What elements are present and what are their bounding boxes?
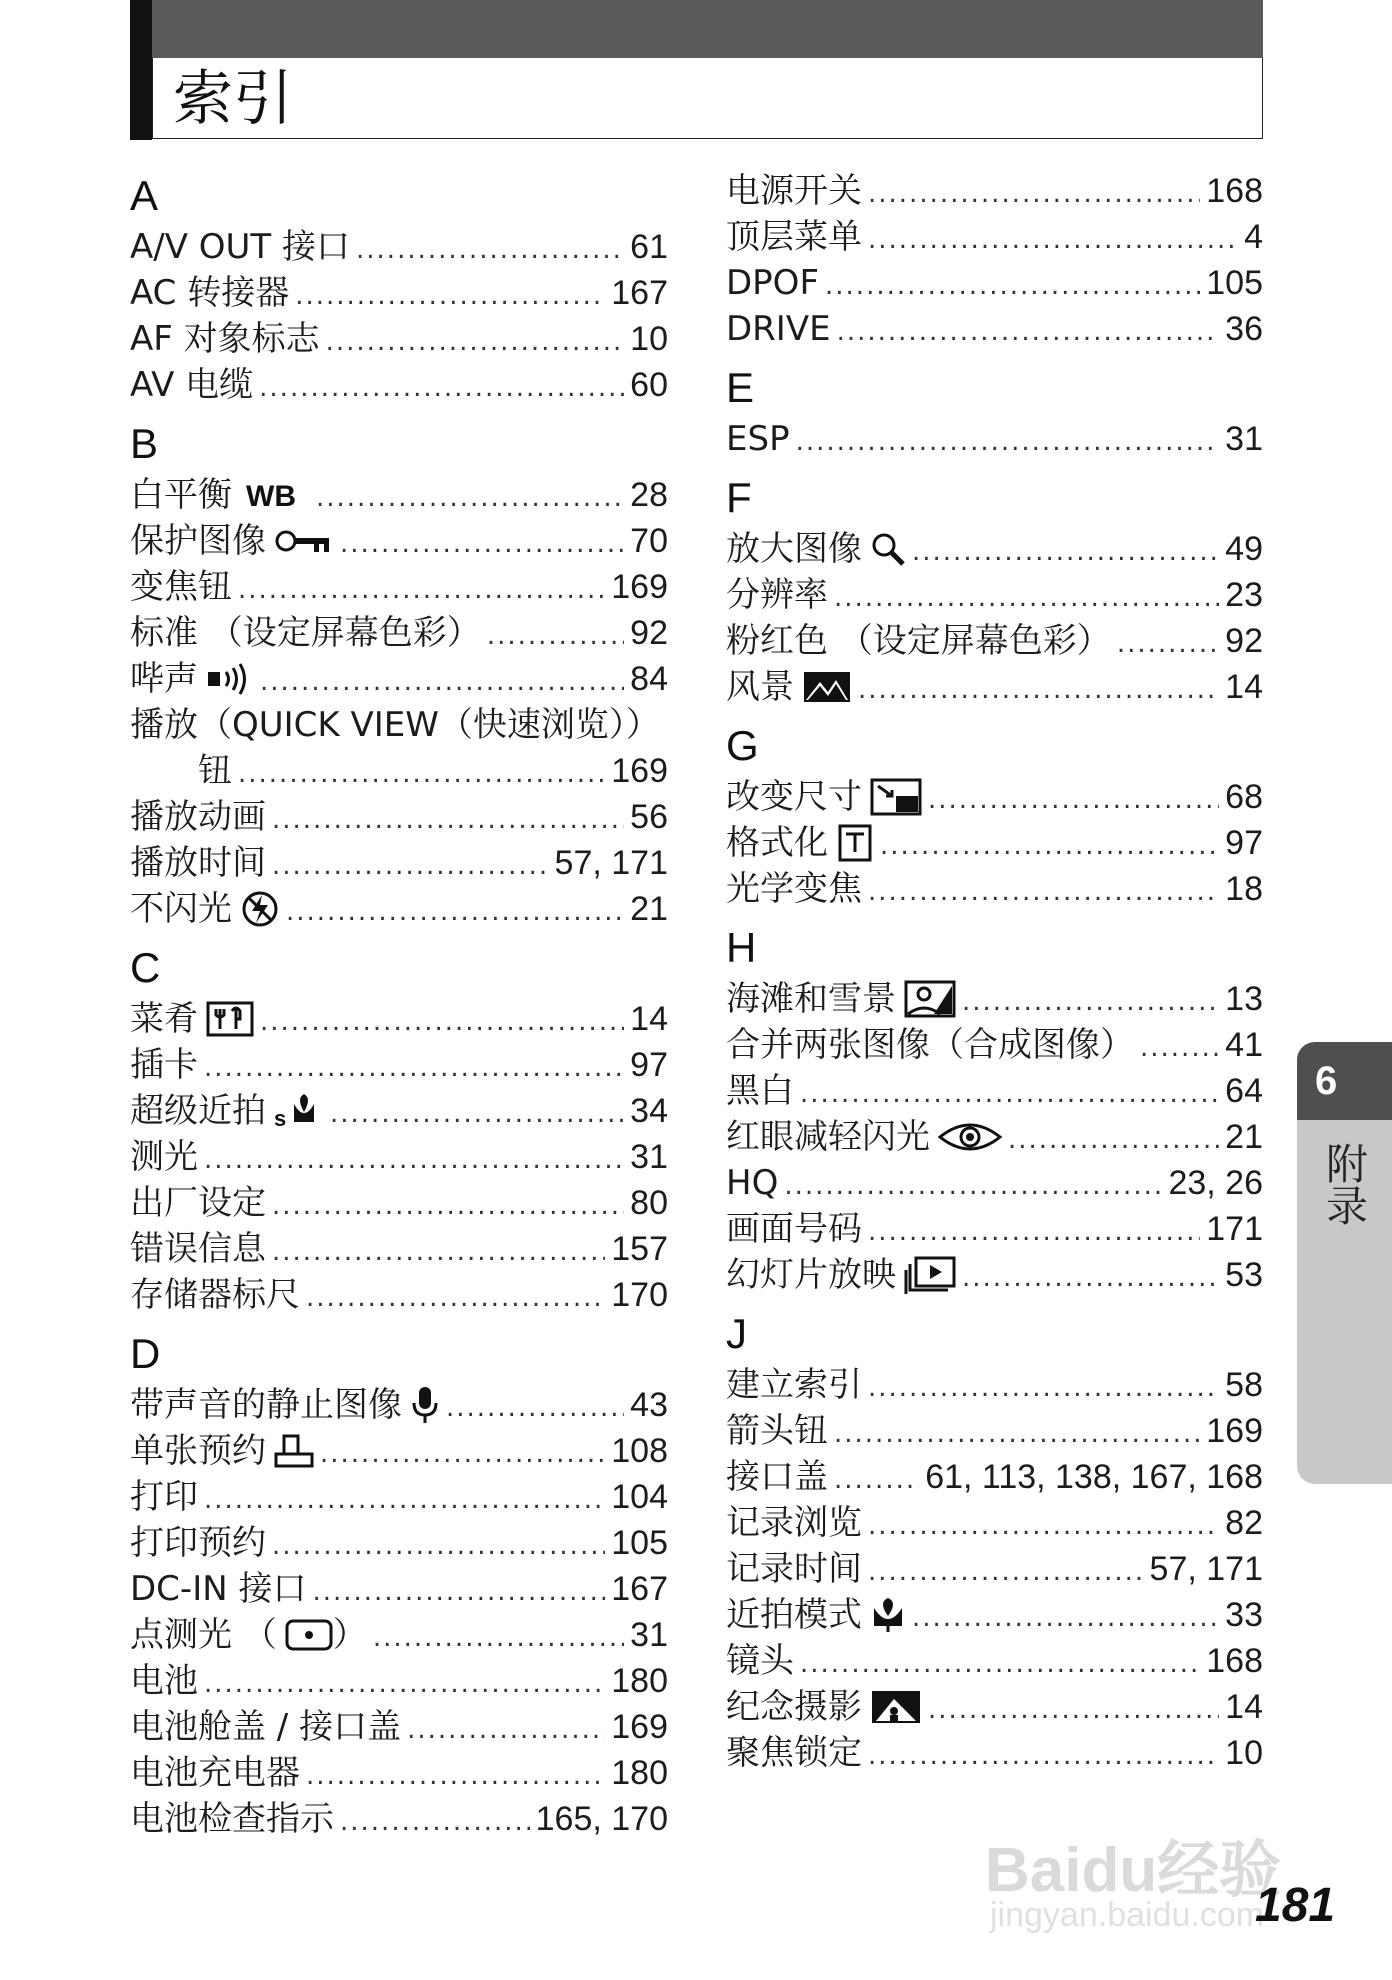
dot-leader (800, 1071, 1219, 1117)
chapter-tab[interactable] (1297, 1042, 1392, 1484)
entry-page[interactable]: 167 (611, 1570, 668, 1608)
dot-leader (784, 1163, 1162, 1209)
entry-term: 分辨率 (726, 575, 828, 615)
entry-page[interactable]: 169 (1206, 1412, 1263, 1450)
entry-term: 播放时间 (130, 843, 266, 883)
entry-term: 单张预约 (130, 1431, 266, 1471)
entry-page[interactable]: 10 (630, 320, 668, 358)
index-entry[interactable] (726, 1068, 1263, 1114)
entry-page[interactable]: 170 (611, 1276, 668, 1314)
entry-term: 电池舱盖 / 接口盖 (130, 1707, 402, 1747)
entry-page[interactable]: 58 (1225, 1366, 1263, 1404)
dot-leader (912, 529, 1219, 575)
index-entry[interactable] (726, 866, 1263, 912)
macro-icon (870, 1596, 906, 1634)
entry-term: 光学变焦 (726, 869, 862, 909)
entry-term: 不闪光 (130, 889, 232, 929)
dot-leader (330, 1091, 624, 1137)
entry-term: 白平衡 (130, 475, 232, 515)
dot-leader (306, 1275, 605, 1321)
entry-page[interactable]: 4 (1244, 218, 1263, 256)
entry-page[interactable]: 92 (630, 614, 668, 652)
entry-term: 电池 (130, 1661, 198, 1701)
chapter-label: 附录 (1320, 1142, 1369, 1226)
index-entry[interactable] (130, 1750, 668, 1796)
entry-page[interactable]: 36 (1225, 310, 1263, 348)
index-entry[interactable] (726, 1252, 1263, 1298)
dot-leader (837, 309, 1220, 355)
index-section (726, 1306, 1263, 1776)
entry-term: 纪念摄影 (726, 1687, 862, 1727)
entry-page[interactable]: 43 (630, 1386, 668, 1424)
index-entry[interactable] (726, 1362, 1263, 1408)
dot-leader (272, 1183, 624, 1229)
index-entry[interactable] (130, 656, 668, 702)
index-section (130, 1326, 668, 1842)
entry-page[interactable]: 180 (611, 1662, 668, 1700)
index-entry[interactable] (726, 1408, 1263, 1454)
index-entry[interactable] (130, 1658, 668, 1704)
index-entry[interactable] (130, 1474, 668, 1520)
format-icon (836, 824, 874, 862)
entry-term: 打印 (130, 1477, 198, 1517)
entry-page[interactable]: 104 (611, 1478, 668, 1516)
dot-leader (204, 1661, 605, 1707)
index-section (130, 168, 668, 408)
watermark-url: jingyan.baidu.com (990, 1896, 1265, 1934)
dot-leader (1008, 1117, 1219, 1163)
dot-leader (312, 1569, 605, 1615)
index-entry[interactable] (726, 1684, 1263, 1730)
entry-term: 存储器标尺 (130, 1275, 300, 1315)
index-entry[interactable] (726, 1114, 1263, 1160)
speaker-icon (206, 662, 254, 696)
entry-term: 超级近拍 (130, 1091, 266, 1131)
dot-leader (868, 1365, 1219, 1411)
entry-term: 保护图像 (130, 521, 266, 561)
entry-page[interactable]: 34 (630, 1092, 668, 1130)
entry-page[interactable]: 14 (630, 1000, 668, 1038)
page-number: 181 (1255, 1879, 1336, 1932)
entry-page[interactable]: 97 (630, 1046, 668, 1084)
entry-term: 粉红色 （设定屏幕色彩） (726, 621, 1111, 661)
entry-term: 聚焦锁定 (726, 1733, 862, 1773)
entry-term: 镜头 (726, 1641, 794, 1681)
entry-term: 标准 （设定屏幕色彩） (130, 613, 481, 653)
entry-page[interactable]: 168 (1206, 1642, 1263, 1680)
portrait-landscape-icon (870, 1689, 922, 1725)
index-entry[interactable] (130, 1272, 668, 1318)
entry-page[interactable]: 21 (630, 890, 668, 928)
dot-leader (272, 1229, 605, 1275)
dot-leader (868, 869, 1219, 915)
entry-term: 电池充电器 (130, 1753, 300, 1793)
entry-page[interactable]: 108 (611, 1432, 668, 1470)
section-letter: G (726, 722, 759, 769)
index-entry[interactable] (726, 664, 1263, 710)
dot-leader (260, 999, 624, 1045)
index-entry[interactable] (130, 362, 668, 408)
entry-page[interactable]: 168 (1206, 172, 1263, 210)
print-icon (274, 1432, 314, 1470)
super-macro-icon (274, 1092, 324, 1130)
entry-page[interactable]: 31 (1225, 420, 1263, 458)
watermark-brand: Baidu经验 (985, 1836, 1282, 1905)
dot-leader (825, 263, 1200, 309)
section-letter: B (130, 420, 159, 467)
index-section (726, 470, 1263, 710)
index-entry[interactable] (726, 1022, 1263, 1068)
header-accent (130, 0, 152, 140)
index-entry[interactable] (726, 306, 1263, 352)
spot-metering-icon (285, 1618, 333, 1652)
entry-page[interactable]: 57, 171 (1149, 1550, 1263, 1588)
entry-page[interactable]: 14 (1225, 668, 1263, 706)
dot-leader (800, 1641, 1200, 1687)
entry-page[interactable]: 171 (1206, 1210, 1263, 1248)
index-entry[interactable] (130, 610, 668, 656)
dot-leader (868, 1733, 1219, 1779)
entry-term: AV 电缆 (130, 365, 254, 405)
index-section (726, 360, 1263, 462)
index-entry[interactable] (130, 996, 668, 1042)
index-section (130, 416, 668, 932)
index-entry[interactable] (130, 1088, 668, 1134)
index-entry[interactable] (130, 702, 668, 748)
index-entry[interactable] (726, 168, 1263, 214)
entry-term: 黑白 (726, 1071, 794, 1111)
dot-leader (306, 1753, 605, 1799)
landscape-icon (802, 670, 852, 704)
entry-term: 幻灯片放映 (726, 1255, 896, 1295)
entry-term: 带声音的静止图像 (130, 1385, 402, 1425)
entry-term: 接口盖 (726, 1457, 828, 1497)
entry-term: AC 转接器 (130, 273, 290, 313)
dot-leader (834, 1411, 1200, 1457)
entry-page[interactable]: 157 (611, 1230, 668, 1268)
entry-term: DRIVE (726, 309, 831, 349)
slideshow-icon (904, 1256, 956, 1294)
entry-term: 顶层菜单 (726, 217, 862, 257)
index-column-left (130, 160, 668, 1842)
entry-page[interactable]: 31 (630, 1138, 668, 1176)
entry-term: 箭头钮 (726, 1411, 828, 1451)
index-column-right (726, 168, 1263, 1776)
entry-term: 菜肴 (130, 999, 198, 1039)
section-letter: E (726, 364, 755, 411)
dot-leader (928, 1687, 1219, 1733)
dot-leader (858, 667, 1219, 713)
dot-leader (928, 777, 1219, 823)
entry-term: 海滩和雪景 (726, 979, 896, 1019)
dot-leader (834, 575, 1219, 621)
index-entry[interactable] (130, 564, 668, 610)
dot-leader (260, 659, 624, 705)
dot-leader (868, 1209, 1200, 1255)
index-entry[interactable] (130, 1134, 668, 1180)
entry-page[interactable]: 169 (611, 568, 668, 606)
dot-leader (912, 1595, 1219, 1641)
entry-page[interactable]: 92 (1225, 622, 1263, 660)
index-entry[interactable] (130, 1226, 668, 1272)
index-entry[interactable] (726, 618, 1263, 664)
resize-icon (870, 778, 922, 816)
wb-icon (240, 478, 310, 512)
index-section (726, 920, 1263, 1298)
entry-term: A/V OUT 接口 (130, 227, 351, 267)
entry-page[interactable]: 97 (1225, 824, 1263, 862)
entry-page[interactable]: 165, 170 (535, 1800, 668, 1838)
entry-term: 近拍模式 (726, 1595, 862, 1635)
entry-term: ESP (726, 419, 790, 459)
cuisine-icon (206, 1001, 254, 1037)
dot-leader (238, 567, 605, 613)
entry-term-suffix: ） (332, 1615, 367, 1655)
index-entry[interactable] (726, 260, 1263, 306)
entry-term: 插卡 (130, 1045, 198, 1085)
entry-page[interactable]: 80 (630, 1184, 668, 1222)
entry-term: 格式化 (726, 823, 828, 863)
entry-term: 播放动画 (130, 797, 266, 837)
index-entry[interactable] (726, 214, 1263, 260)
entry-page[interactable]: 60 (630, 366, 668, 404)
dot-leader (487, 613, 624, 659)
index-entry[interactable] (726, 1206, 1263, 1252)
section-letter: D (130, 1330, 161, 1377)
index-entry[interactable] (130, 840, 668, 886)
index-entry[interactable] (130, 270, 668, 316)
dot-leader (868, 1503, 1219, 1549)
entry-page[interactable]: 61, 113, 138, 167, 168 (925, 1458, 1263, 1496)
entry-term: 放大图像 (726, 529, 862, 569)
index-entry[interactable] (726, 820, 1263, 866)
index-entry[interactable] (726, 1546, 1263, 1592)
dot-leader (272, 797, 624, 843)
flash-off-icon (240, 889, 280, 929)
dot-leader (295, 273, 605, 319)
entry-page[interactable]: 23, 26 (1168, 1164, 1263, 1202)
dot-leader (272, 843, 549, 889)
entry-term: 出厂设定 (130, 1183, 266, 1223)
microphone-icon (410, 1385, 440, 1425)
entry-term: 记录时间 (726, 1549, 862, 1589)
index-section (726, 718, 1263, 912)
magnifier-icon (870, 531, 906, 567)
index-entry[interactable] (130, 518, 668, 564)
entry-term: 打印预约 (130, 1523, 266, 1563)
entry-page[interactable]: 61 (630, 228, 668, 266)
entry-term: 测光 (130, 1137, 198, 1177)
index-entry[interactable] (130, 1612, 668, 1658)
index-entry[interactable] (130, 886, 668, 932)
entry-page[interactable]: 68 (1225, 778, 1263, 816)
entry-page[interactable]: 105 (611, 1524, 668, 1562)
dot-leader (868, 217, 1238, 263)
entry-term: 错误信息 (130, 1229, 266, 1269)
dot-leader (356, 227, 624, 273)
index-entry[interactable] (130, 794, 668, 840)
entry-term: 记录浏览 (726, 1503, 862, 1543)
dot-leader (962, 979, 1219, 1025)
page-title: 索引 (173, 64, 293, 134)
index-entry[interactable] (726, 416, 1263, 462)
entry-term: 电源开关 (726, 171, 862, 211)
dot-leader (326, 319, 625, 365)
section-letter: F (726, 474, 752, 521)
red-eye-icon (938, 1119, 1002, 1155)
entry-page[interactable]: 70 (630, 522, 668, 560)
index-entry[interactable] (130, 1796, 668, 1842)
entry-page[interactable]: 82 (1225, 1504, 1263, 1542)
entry-page[interactable]: 169 (611, 1708, 668, 1746)
dot-leader (1117, 621, 1219, 667)
dot-leader (962, 1255, 1219, 1301)
entry-term: 画面号码 (726, 1209, 862, 1249)
entry-term: 风景 (726, 667, 794, 707)
dot-leader (316, 475, 624, 521)
entry-term: DPOF (726, 263, 820, 303)
index-entry[interactable] (130, 1566, 668, 1612)
svg-text:WB: WB (246, 480, 296, 512)
dot-leader (880, 823, 1219, 869)
dot-leader (259, 365, 624, 411)
index-entry[interactable] (726, 1592, 1263, 1638)
index-entry[interactable] (130, 316, 668, 362)
section-letter: J (726, 1310, 747, 1357)
entry-term: AF 对象标志 (130, 319, 320, 359)
index-entry[interactable] (726, 1454, 1263, 1500)
entry-term: 改变尺寸 (726, 777, 862, 817)
dot-leader (204, 1045, 624, 1091)
entry-page[interactable]: 31 (630, 1616, 668, 1654)
entry-page[interactable]: 64 (1225, 1072, 1263, 1110)
index-entry[interactable] (726, 774, 1263, 820)
entry-page[interactable]: 21 (1225, 1118, 1263, 1156)
index-entry[interactable] (130, 1520, 668, 1566)
index-entry[interactable] (726, 976, 1263, 1022)
index-entry[interactable] (130, 1704, 668, 1750)
entry-term: 点测光 （ (130, 1615, 277, 1655)
dot-leader (238, 751, 605, 797)
entry-page[interactable]: 180 (611, 1754, 668, 1792)
entry-page[interactable]: 14 (1225, 1688, 1263, 1726)
entry-page[interactable]: 167 (611, 274, 668, 312)
entry-page[interactable]: 105 (1206, 264, 1263, 302)
dot-leader (340, 521, 624, 567)
header-bar (130, 0, 1263, 58)
index-entry[interactable] (726, 1730, 1263, 1776)
entry-page[interactable]: 10 (1225, 1734, 1263, 1772)
entry-page[interactable]: 169 (611, 752, 668, 790)
section-letter: C (130, 944, 161, 991)
entry-page[interactable]: 33 (1225, 1596, 1263, 1634)
entry-page[interactable]: 53 (1225, 1256, 1263, 1294)
index-entry[interactable] (726, 1500, 1263, 1546)
entry-term: 哔声 (130, 659, 198, 699)
dot-leader (1140, 1025, 1219, 1071)
entry-term: 电池检查指示 (130, 1799, 334, 1839)
entry-term: 合并两张图像（合成图像） (726, 1025, 1134, 1065)
index-entry[interactable] (130, 1042, 668, 1088)
index-entry[interactable] (130, 224, 668, 270)
dot-leader (407, 1707, 605, 1753)
entry-page[interactable]: 56 (630, 798, 668, 836)
entry-page[interactable]: 41 (1225, 1026, 1263, 1064)
entry-page[interactable]: 13 (1225, 980, 1263, 1018)
dot-leader (868, 171, 1200, 217)
entry-term: 播放（QUICK VIEW（快速浏览）） (130, 705, 660, 745)
dot-leader (272, 1523, 605, 1569)
index-entry[interactable] (130, 472, 668, 518)
index-section (726, 168, 1263, 352)
section-letter: H (726, 924, 757, 971)
dot-leader (286, 889, 624, 935)
header-box (152, 58, 1263, 139)
index-entry[interactable] (130, 1428, 668, 1474)
entry-page[interactable]: 23 (1225, 576, 1263, 614)
entry-page[interactable]: 84 (630, 660, 668, 698)
index-entry[interactable] (726, 1160, 1263, 1206)
index-entry[interactable] (130, 1382, 668, 1428)
dot-leader (204, 1477, 605, 1523)
index-entry[interactable] (130, 1180, 668, 1226)
entry-term: 红眼减轻闪光 (726, 1117, 930, 1157)
dot-leader (340, 1799, 530, 1845)
dot-leader (373, 1615, 624, 1661)
chapter-number: 6 (1297, 1042, 1392, 1120)
beach-snow-icon (904, 980, 956, 1018)
entry-term: 钮 (198, 751, 232, 791)
index-section (130, 940, 668, 1318)
entry-term: DC-IN 接口 (130, 1569, 307, 1609)
dot-leader (204, 1137, 624, 1183)
dot-leader (834, 1457, 919, 1503)
section-letter: A (130, 172, 159, 219)
entry-term: 建立索引 (726, 1365, 862, 1405)
entry-page[interactable]: 28 (630, 476, 668, 514)
dot-leader (320, 1431, 605, 1477)
entry-term: HQ (726, 1163, 779, 1203)
index-entry[interactable] (726, 572, 1263, 618)
svg-text:s: s (274, 1106, 287, 1130)
index-entry[interactable] (726, 1638, 1263, 1684)
dot-leader (446, 1385, 624, 1431)
dot-leader (796, 419, 1220, 465)
entry-term: 变焦钮 (130, 567, 232, 607)
entry-page[interactable]: 49 (1225, 530, 1263, 568)
index-entry[interactable] (726, 526, 1263, 572)
key-icon (274, 526, 334, 556)
dot-leader (868, 1549, 1144, 1595)
entry-page[interactable]: 57, 171 (554, 844, 668, 882)
index-entry[interactable] (130, 748, 668, 794)
entry-page[interactable]: 18 (1225, 870, 1263, 908)
